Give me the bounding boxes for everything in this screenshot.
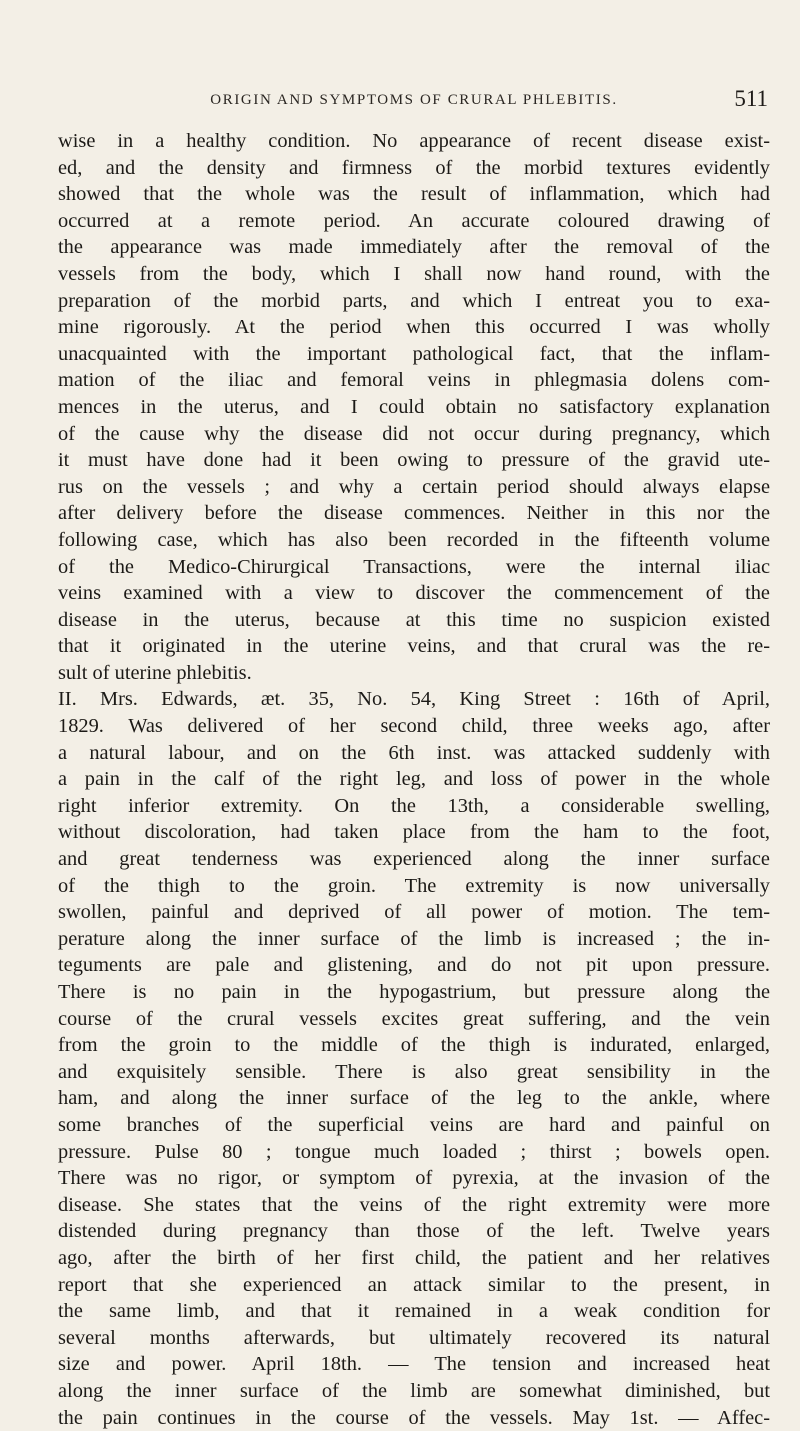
text-line: of the thigh to the groin. The extremity is now universally — [58, 873, 770, 900]
text-line: after delivery before the disease commences. Neither in this nor the — [58, 500, 770, 527]
text-line: the pain continues in the course of the vessels. May 1st. — Affec- — [58, 1405, 770, 1431]
text-line: ed, and the density and firmness of the morbid textures evidently — [58, 155, 770, 182]
text-line: showed that the whole was the result of inflammation, which had — [58, 181, 770, 208]
text-line: occurred at a remote period. An accurate coloured drawing of — [58, 208, 770, 235]
text-line: mences in the uterus, and I could obtain no satisfactory explanation — [58, 394, 770, 421]
text-line: the appearance was made immediately after the removal of the — [58, 234, 770, 261]
text-line: pressure. Pulse 80 ; tongue much loaded ; thirst ; bowels open. — [58, 1139, 770, 1166]
body-text — [58, 128, 770, 1431]
text-line: swollen, painful and deprived of all power of motion. The tem- — [58, 899, 770, 926]
text-line: disease in the uterus, because at this time no suspicion existed — [58, 607, 770, 634]
text-line: of the Medico-Chirurgical Transactions, were the internal iliac — [58, 554, 770, 581]
text-line: unacquainted with the important pathological fact, that the inflam- — [58, 341, 770, 368]
text-line: without discoloration, had taken place from the ham to the foot, — [58, 819, 770, 846]
text-line: course of the crural vessels excites great suffering, and the vein — [58, 1006, 770, 1033]
running-head — [58, 86, 770, 120]
text-line: following case, which has also been recorded in the fifteenth volume — [58, 527, 770, 554]
text-line: II. Mrs. Edwards, æt. 35, No. 54, King Street : 16th of April, — [58, 686, 770, 713]
running-title: ORIGIN AND SYMPTOMS OF CRURAL PHLEBITIS. — [58, 92, 770, 109]
text-line: wise in a healthy condition. No appearance of recent disease exist- — [58, 128, 770, 155]
text-line: a natural labour, and on the 6th inst. was attacked suddenly with — [58, 740, 770, 767]
text-line: mation of the iliac and femoral veins in phlegmasia dolens com- — [58, 367, 770, 394]
text-line: rus on the vessels ; and why a certain period should always elapse — [58, 474, 770, 501]
text-line: right inferior extremity. On the 13th, a considerable swelling, — [58, 793, 770, 820]
text-line: disease. She states that the veins of the right extremity were more — [58, 1192, 770, 1219]
text-line: veins examined with a view to discover the commencement of the — [58, 580, 770, 607]
text-line: ago, after the birth of her first child, the patient and her relatives — [58, 1245, 770, 1272]
text-line: along the inner surface of the limb are somewhat diminished, but — [58, 1378, 770, 1405]
text-line: from the groin to the middle of the thigh is indurated, enlarged, — [58, 1032, 770, 1059]
text-line: sult of uterine phlebitis. — [58, 660, 770, 687]
text-line: it must have done had it been owing to pressure of the gravid ute- — [58, 447, 770, 474]
text-line: ham, and along the inner surface of the leg to the ankle, where — [58, 1085, 770, 1112]
text-line: distended during pregnancy than those of the left. Twelve years — [58, 1218, 770, 1245]
text-line: There is no pain in the hypogastrium, but pressure along the — [58, 979, 770, 1006]
text-line: teguments are pale and glistening, and do not pit upon pressure. — [58, 952, 770, 979]
text-line: that it originated in the uterine veins, and that crural was the re- — [58, 633, 770, 660]
text-line: several months afterwards, but ultimately recovered its natural — [58, 1325, 770, 1352]
text-line: a pain in the calf of the right leg, and loss of power in the whole — [58, 766, 770, 793]
text-line: perature along the inner surface of the limb is increased ; the in- — [58, 926, 770, 953]
text-line: of the cause why the disease did not occur during pregnancy, which — [58, 421, 770, 448]
page-number: 511 — [734, 86, 768, 112]
text-line: the same limb, and that it remained in a weak condition for — [58, 1298, 770, 1325]
text-line: mine rigorously. At the period when this occurred I was wholly — [58, 314, 770, 341]
text-line: 1829. Was delivered of her second child, three weeks ago, after — [58, 713, 770, 740]
text-line: report that she experienced an attack similar to the present, in — [58, 1272, 770, 1299]
text-line: vessels from the body, which I shall now hand round, with the — [58, 261, 770, 288]
text-line: and great tenderness was experienced along the inner surface — [58, 846, 770, 873]
text-line: and exquisitely sensible. There is also great sensibility in the — [58, 1059, 770, 1086]
text-line: There was no rigor, or symptom of pyrexia, at the invasion of the — [58, 1165, 770, 1192]
text-line: preparation of the morbid parts, and which I entreat you to exa- — [58, 288, 770, 315]
book-page — [58, 86, 770, 1431]
text-line: size and power. April 18th. — The tension and increased heat — [58, 1351, 770, 1378]
text-line: some branches of the superficial veins are hard and painful on — [58, 1112, 770, 1139]
